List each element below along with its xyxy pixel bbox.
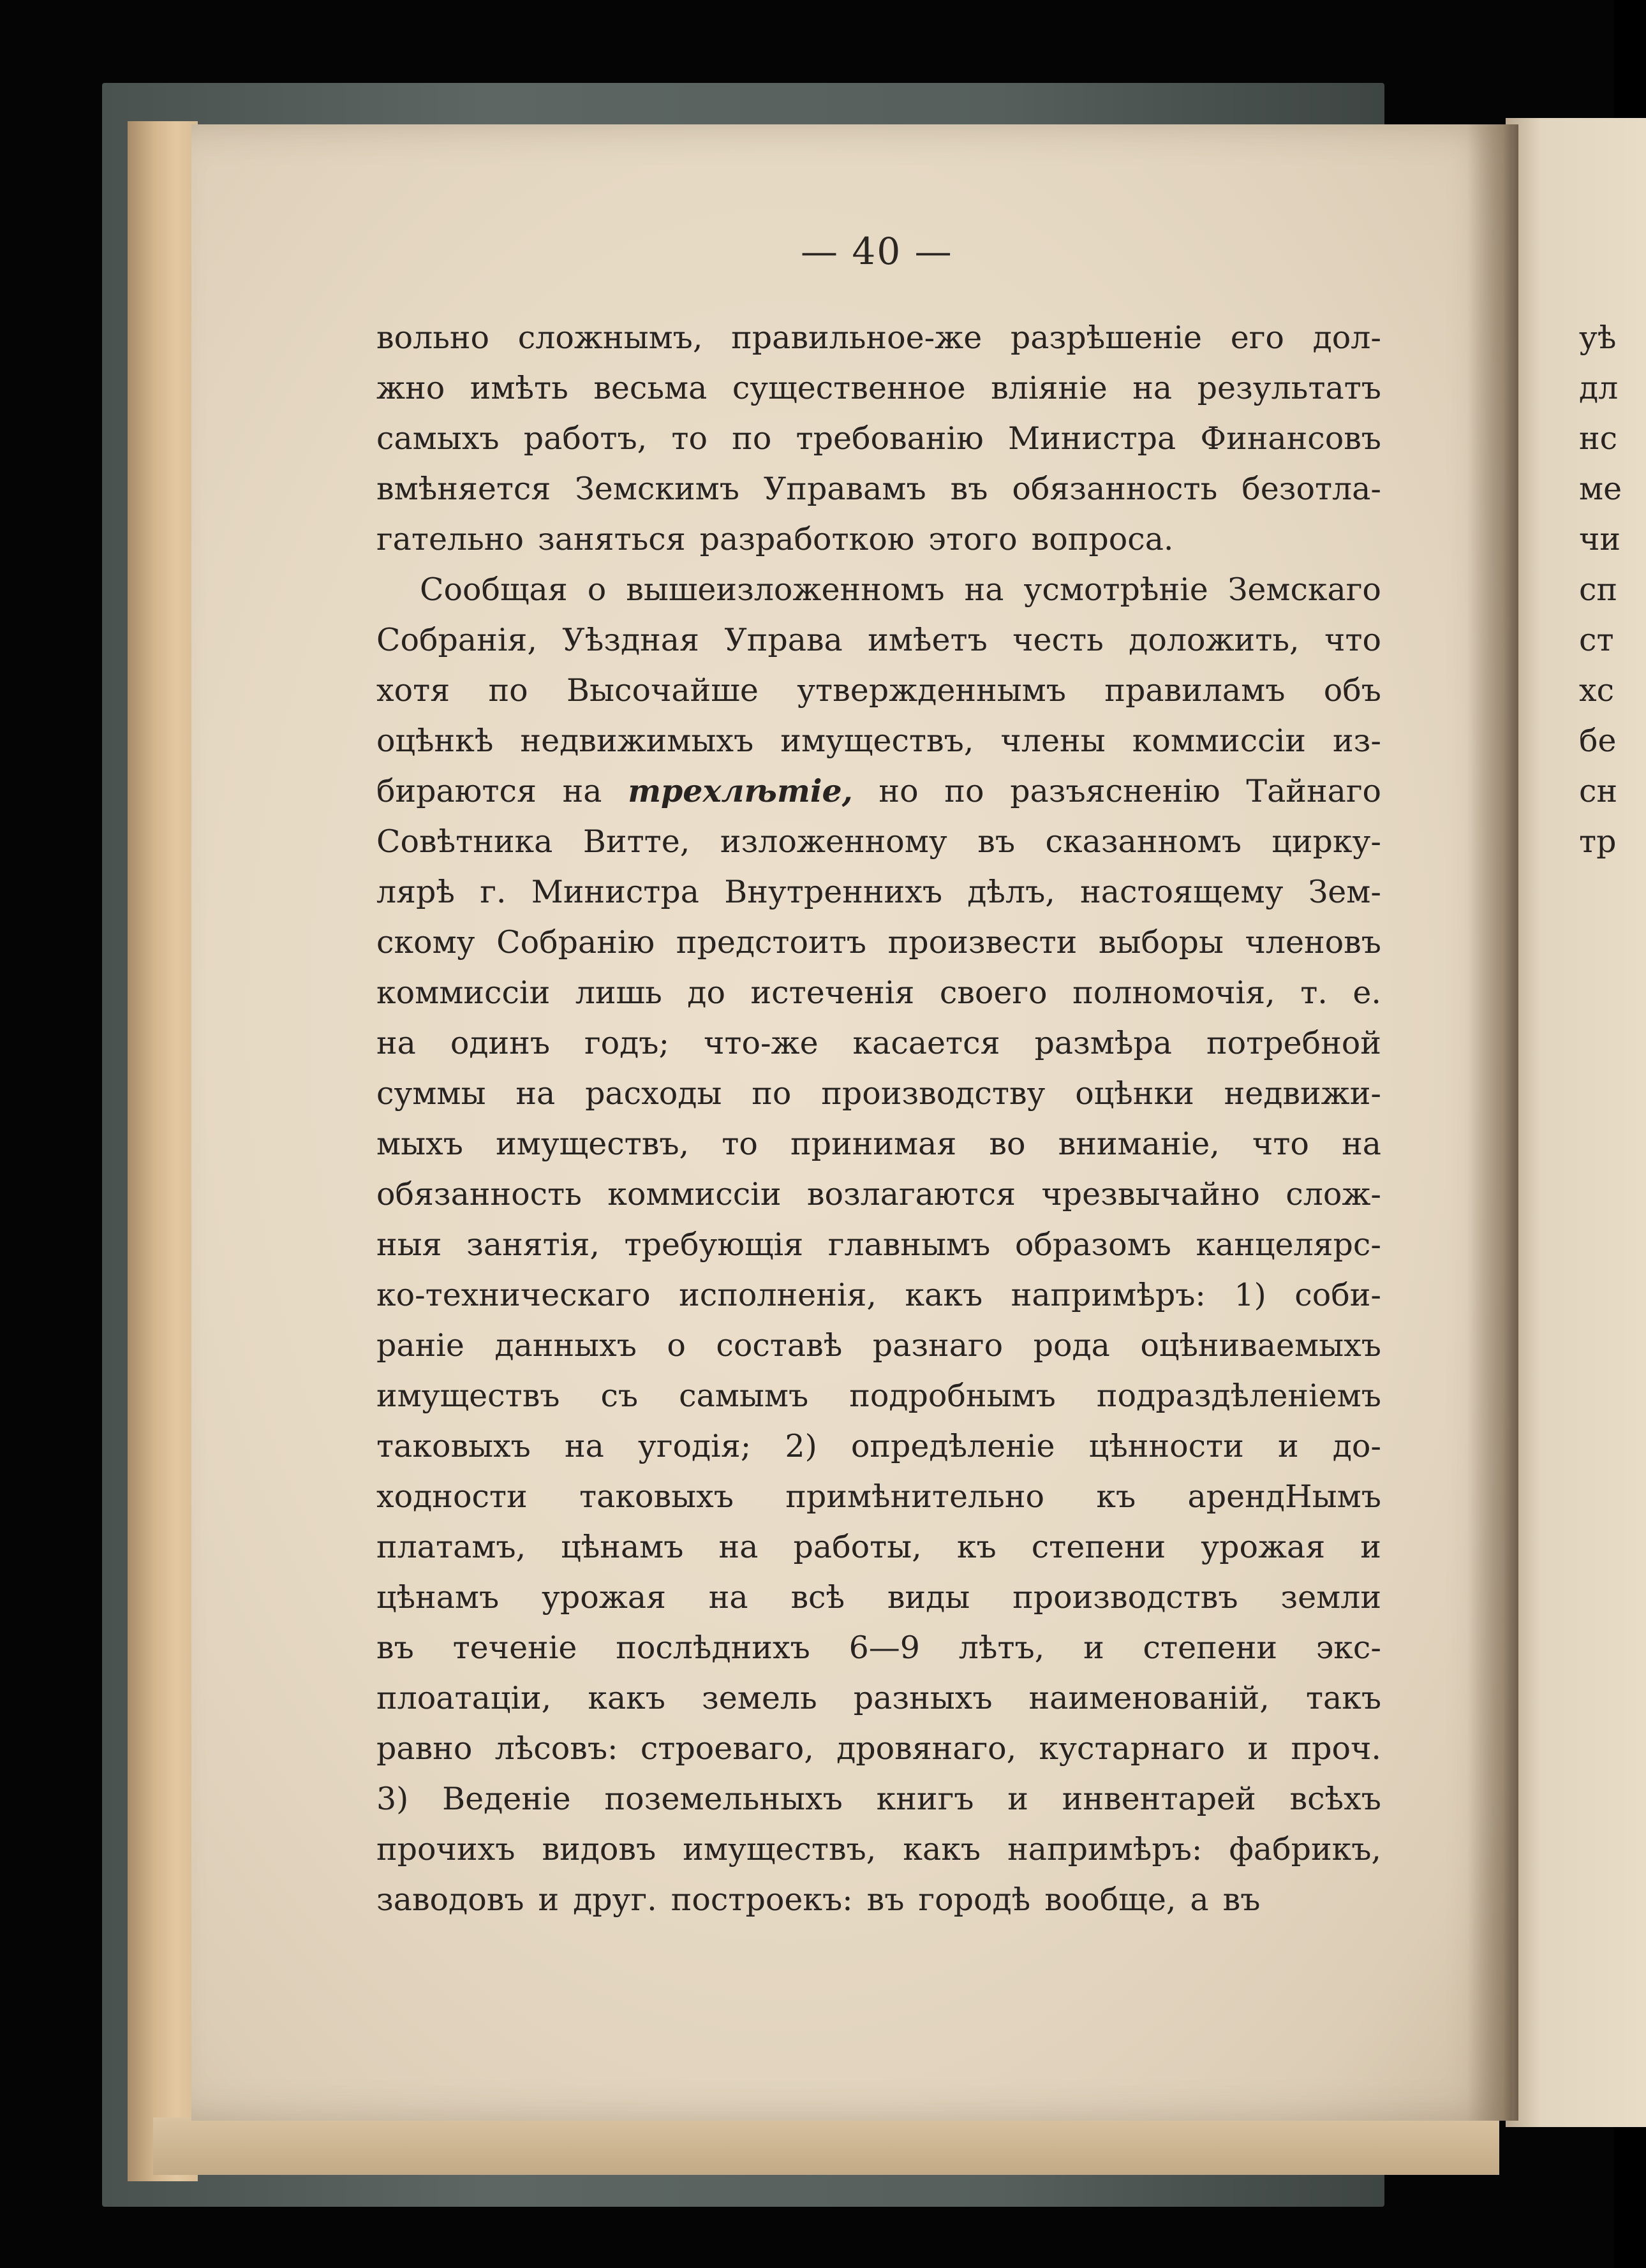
text-line: ко-техническаго исполненія, какъ напримѣръ: 1) соби- [376,1277,1381,1313]
text-line: хотя по Высочайше утвержденнымъ правиламъ объ [376,672,1381,709]
facing-line-fragment: бе [1579,723,1617,759]
text-line: въ теченіе послѣднихъ 6—9 лѣтъ, и степени экс- [376,1630,1381,1666]
text-line: 3) Веденіе поземельныхъ книгъ и инвентарей всѣхъ [376,1781,1381,1817]
text-line: оцѣнкѣ недвижимыхъ имуществъ, члены коммиссіи из- [376,723,1381,759]
text-line: вмѣняется Земскимъ Управамъ въ обязанность безотла- [376,471,1381,507]
text-line: бираются на трехлѣтіе, но по разъясненію Тайнаго [376,772,1381,809]
facing-page [1506,118,1646,2127]
text-line: плоатаціи, какъ земель разныхъ наименованій, такъ [376,1680,1381,1716]
facing-line-fragment: ме [1579,471,1622,507]
facing-line-fragment: сн [1579,773,1618,809]
facing-line-fragment: дл [1579,370,1619,406]
text-line: равно лѣсовъ: строеваго, дровянаго, кустарнаго и проч. [376,1730,1381,1767]
text-line: платамъ, цѣнамъ на работы, къ степени урожая и [376,1529,1381,1565]
text-line: скому Собранію предстоитъ произвести выборы членовъ [376,924,1381,961]
page-number: — 40 — [801,230,953,273]
text-line: таковыхъ на угодія; 2) опредѣленіе цѣнности и до- [376,1428,1381,1464]
text-line: Совѣтника Витте, изложенному въ сказанномъ цирку- [376,823,1381,860]
text-line: заводовъ и друг. построекъ: въ городѣ вообще, а въ [376,1881,1261,1918]
text-line: гательно заняться разработкою этого вопроса. [376,521,1174,557]
text-line: жно имѣть весьма существенное вліяніе на результатъ [376,370,1381,406]
text-line: Сообщая о вышеизложенномъ на усмотрѣніе Земскаго [420,571,1381,608]
text-line: лярѣ г. Министра Внутреннихъ дѣлъ, настоящему Зем- [376,874,1381,910]
text-line: ходности таковыхъ примѣнительно къ арендНымъ [376,1478,1381,1515]
text-line: обязанность коммиссіи возлагаются чрезвычайно слож- [376,1176,1381,1212]
facing-page-text [1579,313,1622,867]
text-line: Собранія, Уѣздная Управа имѣетъ честь доложить, что [376,622,1381,658]
text-line: имуществъ съ самымъ подробнымъ подраздѣленіемъ [376,1378,1381,1414]
facing-line-fragment: чи [1579,521,1621,557]
text-line: мыхъ имуществъ, то принимая во вниманіе, что на [376,1126,1381,1162]
page-text [376,313,1381,1925]
facing-line-fragment: сп [1579,571,1618,608]
text-line: прочихъ видовъ имуществъ, какъ напримѣръ: фабрикъ, [376,1831,1381,1867]
text-line: на одинъ годъ; что-же касается размѣра потребной [376,1025,1381,1061]
text-line: цѣнамъ урожая на всѣ виды производствъ земли [376,1579,1381,1616]
page-edges-bottom [153,2117,1499,2175]
text-line: ныя занятія, требующія главнымъ образомъ канцелярс- [376,1226,1381,1263]
facing-line-fragment: хс [1579,672,1615,709]
book-gutter [1467,124,1518,2121]
text-line: суммы на расходы по производству оцѣнки недвижи- [376,1075,1381,1112]
text-line: коммиссіи лишь до истеченія своего полномочія, т. е. [376,975,1381,1011]
text-line: самыхъ работъ, то по требованію Министра Финансовъ [376,420,1381,457]
facing-line-fragment: нс [1579,420,1618,457]
facing-line-fragment: тр [1579,823,1617,860]
text-line: раніе данныхъ о составѣ разнаго рода оцѣниваемыхъ [376,1327,1381,1364]
text-line: вольно сложнымъ, правильное-же разрѣшеніе его дол- [376,320,1381,356]
facing-line-fragment: ст [1579,622,1614,658]
facing-line-fragment: уѣ [1579,320,1617,356]
page-edges-left [128,121,198,2181]
